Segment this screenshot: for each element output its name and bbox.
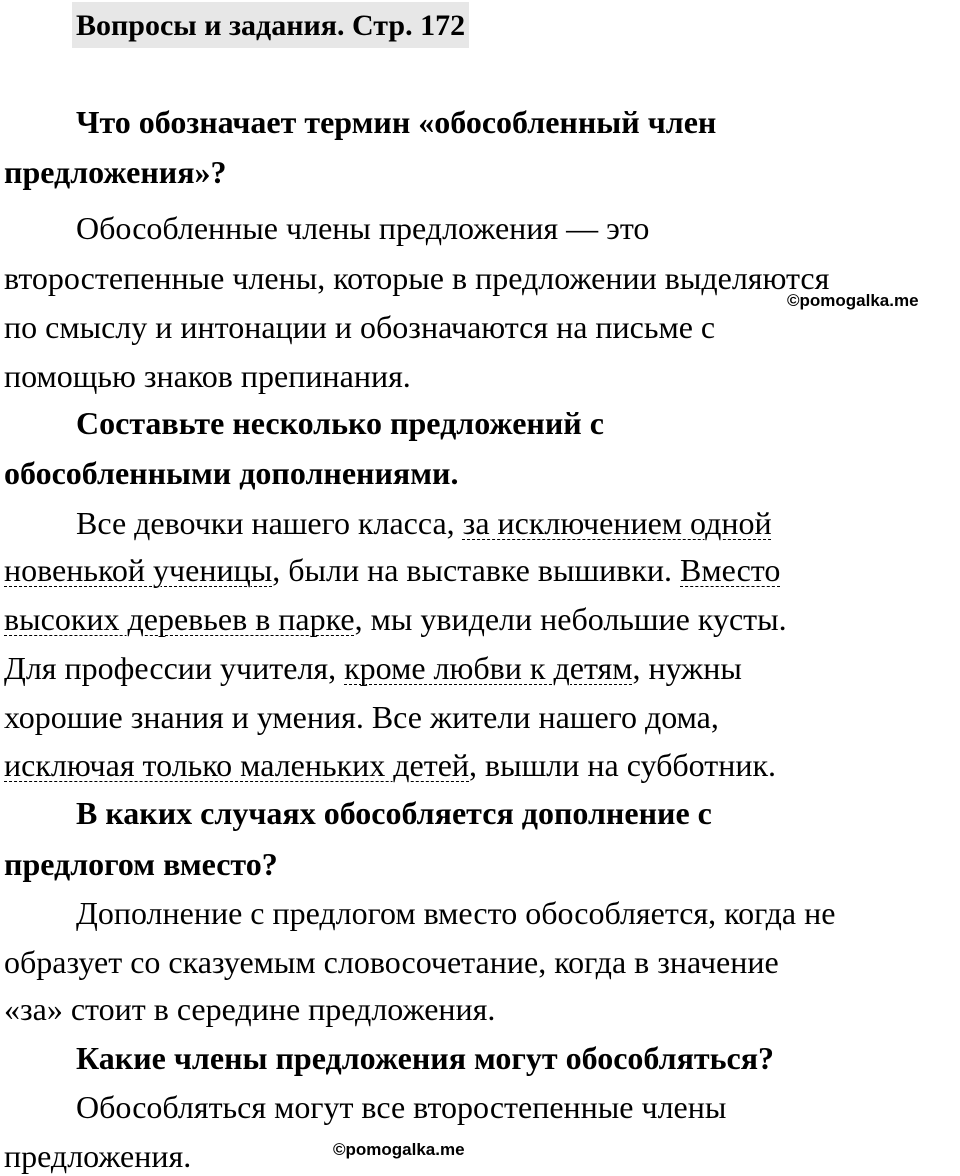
isolated-object: высоких деревьев в парке: [4, 601, 355, 637]
answer-1-line-1: Обособленные члены предложения — это: [76, 210, 650, 246]
text-span: , были на выставке вышивки.: [272, 552, 680, 588]
answer-3-line-3: «за» стоит в середине предложения.: [4, 991, 496, 1027]
question-2-line-1: Составьте несколько предложений с: [76, 405, 604, 441]
text-span: , нужны: [632, 650, 742, 686]
answer-2-line-5: хорошие знания и умения. Все жители нашего дома,: [4, 699, 719, 735]
watermark: ©pomogalka.me: [333, 1140, 465, 1159]
isolated-object: кроме любви к детям: [344, 650, 633, 686]
text-span: , вышли на субботник.: [469, 747, 776, 783]
isolated-object: исключая только маленьких детей: [4, 747, 470, 783]
question-4-line-1: Какие члены предложения могут обособляться?: [76, 1040, 775, 1076]
text-span: Все девочки нашего класса,: [76, 505, 463, 541]
question-3-line-1: В каких случаях обособляется дополнение с: [76, 795, 712, 831]
question-2-line-2: обособленными дополнениями.: [4, 455, 459, 491]
answer-3-line-1: Дополнение с предлогом вместо обособляется, когда не: [76, 895, 836, 931]
question-1-line-1: Что обозначает термин «обособленный член: [76, 104, 717, 140]
text-span: Для профессии учителя,: [4, 650, 345, 686]
answer-1-line-4: помощью знаков препинания.: [4, 358, 411, 394]
watermark: ©pomogalka.me: [787, 291, 919, 310]
answer-2-line-3: [4, 599, 787, 639]
question-3-line-2: предлогом вместо?: [4, 846, 278, 882]
page-heading: Вопросы и задания. Стр. 172: [72, 2, 469, 48]
answer-4-line-2: предложения.: [4, 1138, 192, 1174]
isolated-object: за исключением одной: [462, 505, 772, 541]
answer-2-line-2: [4, 550, 780, 590]
answer-4-line-1: Обособляться могут все второстепенные члены: [76, 1089, 727, 1125]
answer-1-line-2: второстепенные члены, которые в предложении выделяются: [4, 260, 830, 296]
isolated-object: Вместо: [680, 552, 781, 588]
question-1-line-2: предложения»?: [4, 154, 227, 190]
answer-1-line-3: по смыслу и интонации и обозначаются на письме с: [4, 309, 716, 345]
text-span: , мы увидели небольшие кусты.: [354, 601, 787, 637]
answer-2-line-4: [4, 648, 742, 688]
isolated-object: новенькой ученицы: [4, 552, 273, 588]
answer-2-line-1: [76, 503, 772, 543]
answer-3-line-2: образует со сказуемым словосочетание, когда в значение: [4, 944, 779, 980]
answer-2-line-6: [4, 745, 776, 785]
